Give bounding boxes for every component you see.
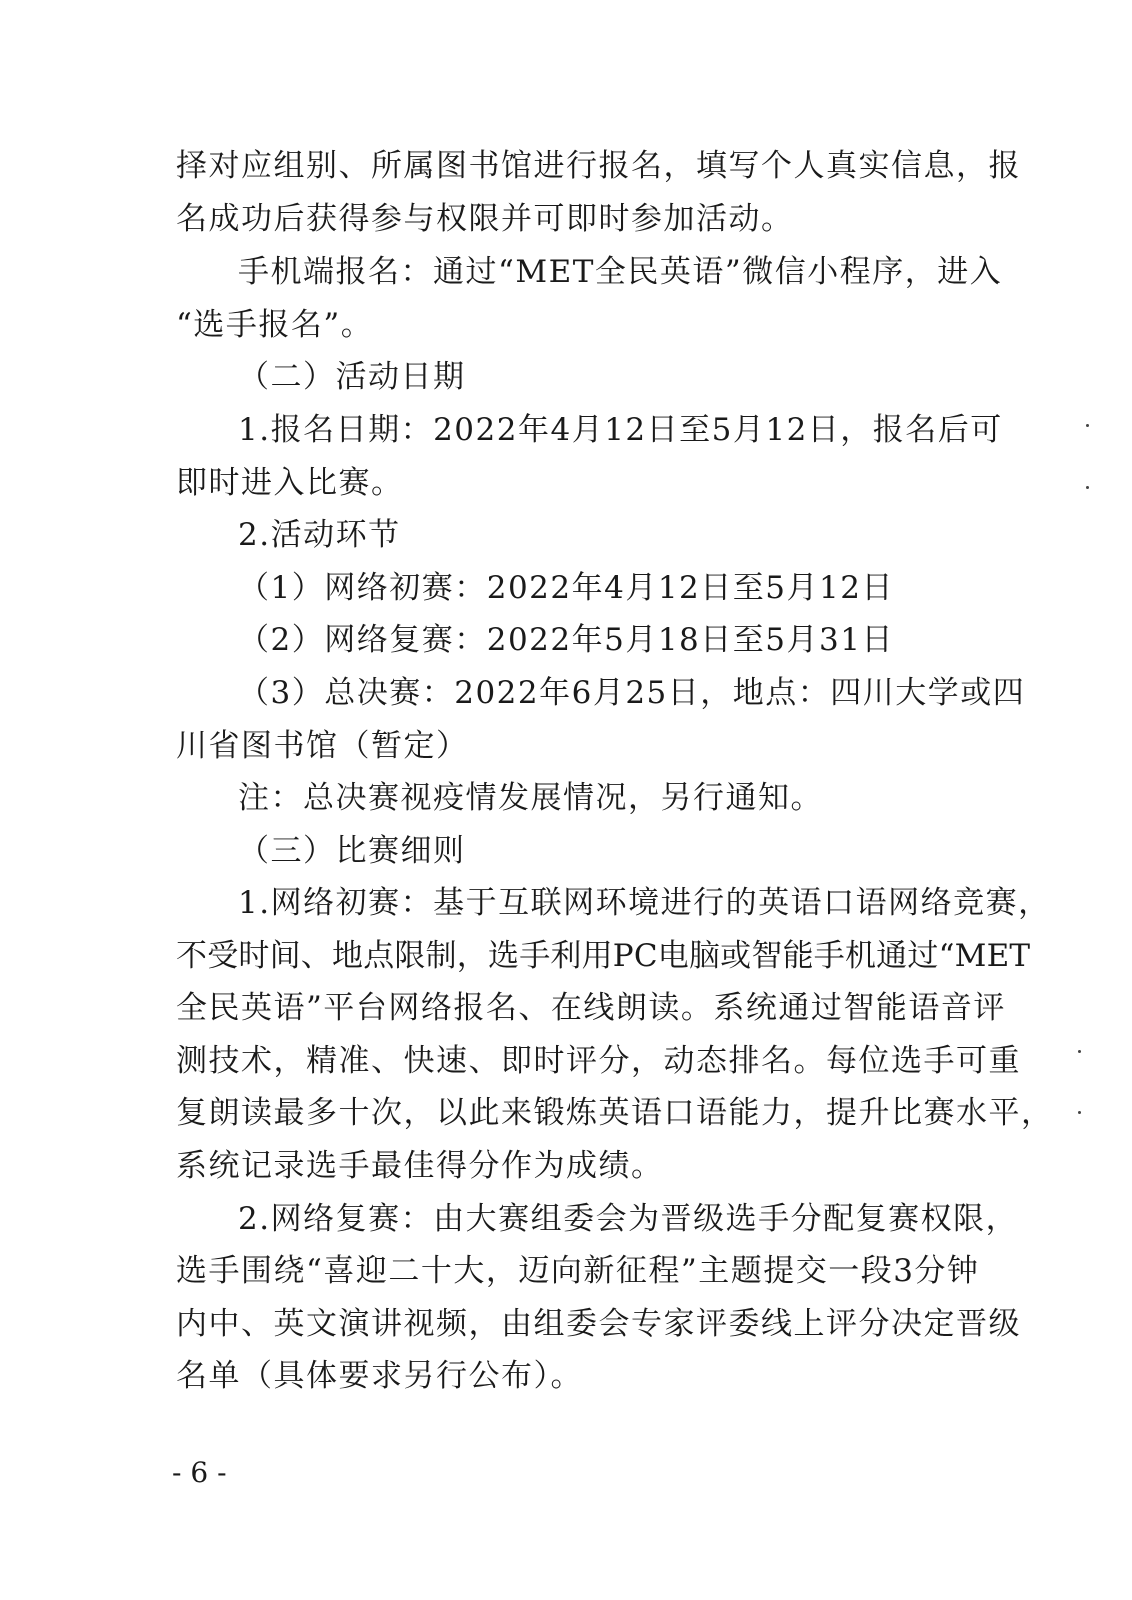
body-line: （1）网络初赛：2022年4月12日至5月12日 [238, 570, 894, 606]
body-line: 名单（具体要求另行公布）。 [176, 1358, 583, 1394]
body-line: 1.报名日期：2022年4月12日至5月12日，报名后可 [238, 412, 1003, 448]
body-line: 不受时间、地点限制，选手利用PC电脑或智能手机通过“MET [176, 938, 1031, 974]
scan-speck [1086, 424, 1089, 427]
body-line: （2）网络复赛：2022年5月18日至5月31日 [238, 622, 894, 658]
body-line: “选手报名”。 [176, 307, 374, 343]
body-line: 择对应组别、所属图书馆进行报名，填写个人真实信息，报 [176, 148, 1021, 184]
body-line: 内中、英文演讲视频，由组委会专家评委线上评分决定晋级 [176, 1306, 1021, 1342]
body-line: 即时进入比赛。 [176, 465, 404, 501]
body-line: 复朗读最多十次，以此来锻炼英语口语能力，提升比赛水平， [176, 1095, 1054, 1131]
scan-speck [1086, 486, 1089, 489]
section-heading: （三）比赛细则 [238, 833, 466, 869]
body-line: 2.活动环节 [238, 517, 401, 553]
body-line: 测技术，精准、快速、即时评分，动态排名。每位选手可重 [176, 1043, 1021, 1079]
scan-speck [1078, 1050, 1081, 1053]
body-line: 全民英语”平台网络报名、在线朗读。系统通过智能语音评 [176, 990, 1006, 1026]
note-line: 注：总决赛视疫情发展情况，另行通知。 [238, 780, 823, 816]
body-line: 2.网络复赛：由大赛组委会为晋级选手分配复赛权限， [238, 1201, 1019, 1237]
body-line: 系统记录选手最佳得分作为成绩。 [176, 1148, 664, 1184]
body-line: 手机端报名：通过“MET全民英语”微信小程序，进入 [238, 254, 1003, 290]
section-heading: （二）活动日期 [238, 359, 466, 395]
body-line: 选手围绕“喜迎二十大，迈向新征程”主题提交一段3分钟 [176, 1253, 980, 1289]
body-line: （3）总决赛：2022年6月25日，地点：四川大学或四 [238, 675, 1026, 711]
body-line: 1.网络初赛：基于互联网环境进行的英语口语网络竞赛， [238, 885, 1051, 921]
body-line: 名成功后获得参与权限并可即时参加活动。 [176, 201, 794, 237]
scan-speck [1078, 1111, 1081, 1114]
page-number: - 6 - [172, 1456, 227, 1489]
body-line: 川省图书馆（暂定） [176, 728, 469, 764]
